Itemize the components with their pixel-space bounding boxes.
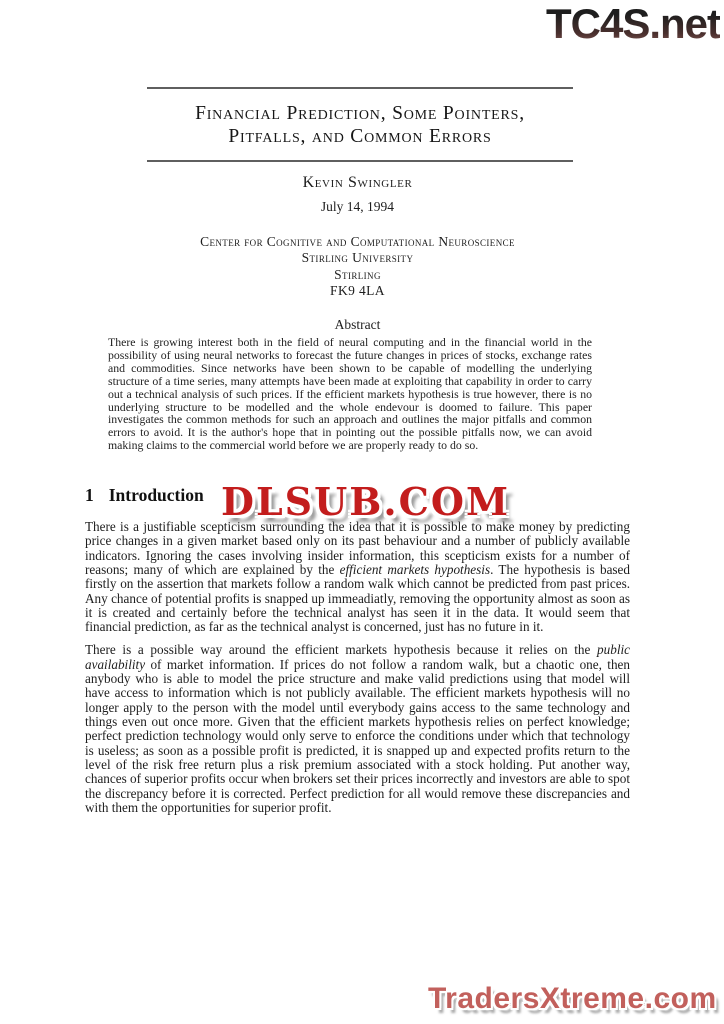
title-rule-bottom (147, 160, 573, 162)
affiliation-line: Center for Cognitive and Computational Neuroscience (200, 234, 515, 249)
author-name: Kevin Swingler (302, 174, 413, 191)
title-block (147, 87, 573, 162)
watermark-tradersxtreme: TradersXtreme.com (428, 982, 717, 1015)
paragraph-2-text: There is a possible way around the efficient markets hypothesis because it relies on the (85, 642, 598, 658)
paragraph-1-text: There is a justifiable scepticism surrounding the idea that it is possible to make money by predicting price changes in a given market based only on its past behaviour and a number of publicly available indicators. Ignoring the cases involving insider information, this scepticism exists for a number of reasons; many of which are explained by the (85, 519, 630, 578)
paragraph-1-text: . The hypothesis is based firstly on the assertion that markets follow a random walk which cannot be predicted from past prices. Any chance of potential profits is snapped up immeadiatly, removing the opportunity almost as soon as it is created and certainly before the technical analyst has seen it in the data. It would seem that financial prediction, as far as the technical analyst is concerned, just has no future in it. (85, 562, 631, 635)
affiliation-block (85, 234, 630, 299)
paragraph-2-italic: public availability (85, 642, 630, 672)
section-number: 1 (85, 485, 94, 505)
paper-date: July 14, 1994 (320, 199, 395, 214)
paragraph-1 (85, 520, 630, 635)
section-heading (85, 485, 204, 506)
affiliation-line: Stirling (334, 266, 381, 282)
watermark-tc4s: TC4S.net (545, 0, 720, 47)
affiliation-line: FK9 4LA (330, 282, 385, 298)
abstract-heading: Abstract (334, 317, 381, 332)
affiliation-line: Stirling University (301, 250, 414, 266)
body-text (85, 520, 630, 824)
paper-title-line2: Pitfalls, and Common Errors (228, 126, 492, 147)
paper-title (147, 102, 573, 148)
paragraph-2 (85, 643, 630, 815)
section-title: Introduction (108, 485, 204, 505)
title-rule-top (147, 87, 573, 89)
abstract-text: There is growing interest both in the field of neural computing and in the financial world in the possibility of using neural networks to forecast the future changes in prices of stocks, exchange rates and commodities. Since networks have been shown to be capable of modelling the underlying structure of a time series, many attempts have been made at exploiting that capability in order to carry out a technical analysis of such prices. If the efficient markets hypothesis is true however, there is no underlying structure to be modelled and the whole endevour is doomed to failure. This paper investigates the common methods for such an approach and outlines the major pitfalls and common errors to avoid. It is the author's hope that in pointing out the possible pitfalls now, we can avoid making claims to the commercial world before we are properly ready to do so. (108, 335, 592, 453)
paragraph-2-text: of market information. If prices do not follow a random walk, but a chaotic one, then anybody who is able to model the price structure and make valid predictions using that model will have access to information which is not publicly available. The efficient markets hypothesis will no longer apply to the person with the model until everybody gains access to the same technology and things even out once more. Given that the efficient markets hypothesis relies on perfect knowledge; perfect prediction technology would only serve to enforce the conditions under which that technology is useless; as soon as a possible profit is predicted, it is snapped up and expected profits return to the level of the risk free return plus a risk premium associated with a stock holding. Put another way, chances of superior profits occur when brokers set their prices incorrectly and investors are able to spot the discrepancy before it is corrected. Perfect prediction for all would remove these discrepancies and with them the opportunities for superior profit. (85, 656, 630, 816)
paper-title-line1: Financial Prediction, Some Pointers, (195, 103, 525, 124)
watermark-dlsub: DLSUB.COM (221, 479, 511, 524)
paragraph-1-italic: efficient markets hypothesis (339, 562, 491, 578)
